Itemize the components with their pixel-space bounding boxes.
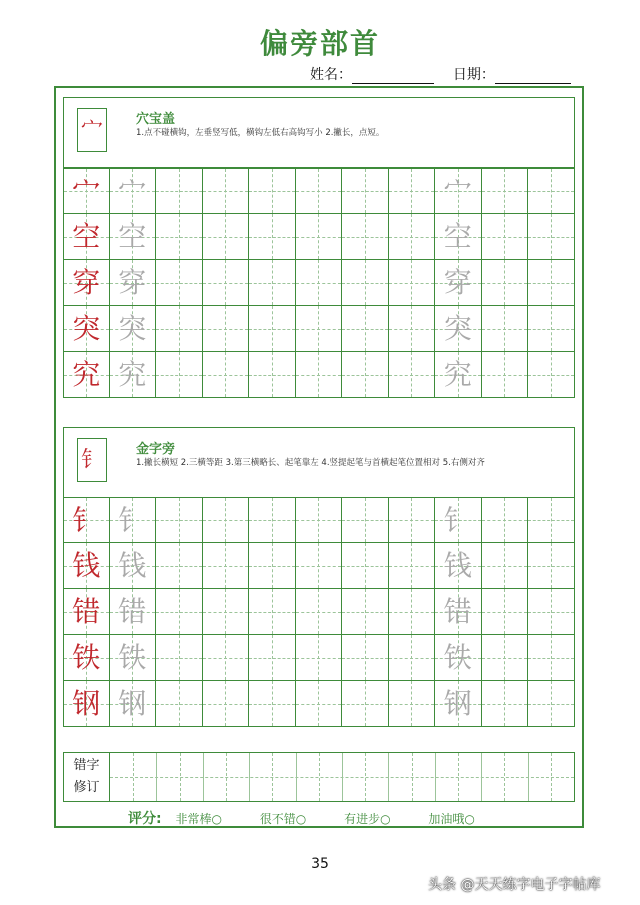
- watermark: 头条 @天天练字电子字帖库: [428, 877, 601, 893]
- grid-cell[interactable]: [203, 352, 250, 398]
- grid-cell[interactable]: [435, 497, 482, 543]
- grid-cell[interactable]: [203, 681, 250, 727]
- grid-cell[interactable]: [63, 543, 110, 589]
- grid-cell[interactable]: [435, 589, 482, 635]
- grid-cell[interactable]: [389, 543, 436, 589]
- grid-cell[interactable]: [156, 168, 203, 214]
- trace-char: 突: [118, 312, 147, 345]
- practice-row: [63, 543, 575, 589]
- grid-cell[interactable]: [435, 306, 482, 352]
- section-note: 1.撇长横短 2.三横等距 3.第三横略长、起笔靠左 4.竖提起笔与首横起笔位置相对 5.右侧对齐: [136, 458, 485, 468]
- grid-cell[interactable]: [528, 543, 575, 589]
- page-title: 偏旁部首: [259, 27, 380, 60]
- grid-cell[interactable]: [156, 497, 203, 543]
- score-row: [128, 808, 509, 828]
- grid-cell[interactable]: [482, 681, 529, 727]
- grid-cell[interactable]: [435, 214, 482, 260]
- model-char: 错: [72, 595, 101, 628]
- grid-cell[interactable]: [249, 214, 296, 260]
- correction-cell-divider: [226, 753, 227, 801]
- grid-cell[interactable]: [296, 352, 343, 398]
- correction-cell-divider: [249, 753, 250, 801]
- grid-cell[interactable]: [482, 543, 529, 589]
- grid-cell[interactable]: [156, 543, 203, 589]
- correction-cell-divider: [180, 753, 181, 801]
- name-label: 姓名：: [310, 67, 352, 83]
- practice-row: [63, 214, 575, 260]
- grid-cell[interactable]: [482, 589, 529, 635]
- grid-cell[interactable]: [482, 635, 529, 681]
- grid-cell[interactable]: [249, 635, 296, 681]
- practice-row: [63, 635, 575, 681]
- date-label: 日期：: [452, 67, 495, 83]
- practice-row: [63, 260, 575, 306]
- practice-row: [63, 168, 575, 214]
- grid-cell[interactable]: [528, 589, 575, 635]
- grid-cell[interactable]: [296, 306, 343, 352]
- grid-cell[interactable]: [110, 681, 157, 727]
- grid-cell[interactable]: [249, 352, 296, 398]
- name-date-row: [310, 64, 571, 84]
- practice-row: [63, 681, 575, 727]
- grid-cell[interactable]: [389, 497, 436, 543]
- grid-cell[interactable]: [435, 681, 482, 727]
- score-option[interactable]: 有进步○: [344, 812, 391, 826]
- grid-cell[interactable]: [528, 168, 575, 214]
- grid-cell[interactable]: [203, 543, 250, 589]
- grid-cell[interactable]: [528, 497, 575, 543]
- grid-cell[interactable]: [296, 543, 343, 589]
- date-field[interactable]: [495, 68, 571, 84]
- score-option[interactable]: 加油哦○: [428, 812, 475, 826]
- grid-cell[interactable]: [203, 497, 250, 543]
- correction-label-line1: 错字: [73, 758, 100, 773]
- correction-cell-divider: [272, 753, 273, 801]
- score-label: 评分:: [128, 811, 162, 827]
- grid-cell[interactable]: [435, 168, 482, 214]
- score-option[interactable]: 很不错○: [259, 812, 307, 826]
- section-header: [63, 97, 575, 168]
- correction-cell-divider: [156, 753, 157, 801]
- grid-cell[interactable]: [110, 352, 157, 398]
- trace-char: 空: [443, 220, 472, 253]
- grid-cell[interactable]: [249, 497, 296, 543]
- grid-cell[interactable]: [342, 589, 389, 635]
- trace-char: 宀: [118, 175, 147, 208]
- grid-cell[interactable]: [342, 543, 389, 589]
- model-char: 铁: [72, 641, 101, 674]
- trace-char: 钅: [118, 504, 147, 537]
- page-number: 35: [311, 856, 329, 872]
- section-note: 1.点不碰横钩，左垂竖写低，横钩左低右高钩写小 2.撇长，点短。: [136, 128, 385, 138]
- correction-cell-divider: [342, 753, 343, 801]
- radical-box: 宀: [77, 108, 107, 152]
- grid-cell[interactable]: [389, 681, 436, 727]
- correction-cell-divider: [133, 753, 134, 801]
- grid-cell[interactable]: [110, 589, 157, 635]
- grid-cell[interactable]: [435, 260, 482, 306]
- grid-cell[interactable]: [249, 168, 296, 214]
- grid-cell[interactable]: [528, 352, 575, 398]
- correction-cell-divider: [296, 753, 297, 801]
- correction-cell-divider: [319, 753, 320, 801]
- grid-cell[interactable]: [528, 260, 575, 306]
- grid-cell[interactable]: [63, 635, 110, 681]
- correction-cell-divider: [551, 753, 552, 801]
- grid-cell[interactable]: [110, 543, 157, 589]
- practice-row: [63, 352, 575, 398]
- trace-char: 铁: [443, 641, 472, 674]
- section-title: 金字旁: [136, 442, 176, 457]
- trace-char: 穿: [443, 266, 472, 299]
- model-char: 宀: [72, 175, 101, 208]
- radical-box: 钅: [77, 438, 107, 482]
- grid-cell[interactable]: [296, 214, 343, 260]
- grid-cell[interactable]: [342, 497, 389, 543]
- trace-char: 钱: [118, 549, 147, 582]
- trace-char: 钅: [443, 504, 472, 537]
- trace-char: 究: [118, 358, 147, 391]
- model-char: 钅: [72, 504, 101, 537]
- grid-cell[interactable]: [156, 214, 203, 260]
- grid-cell[interactable]: [482, 352, 529, 398]
- grid-cell[interactable]: [249, 260, 296, 306]
- correction-row: [63, 752, 575, 802]
- grid-cell[interactable]: [482, 168, 529, 214]
- grid-cell[interactable]: [296, 635, 343, 681]
- section-title: 穴宝盖: [136, 112, 176, 127]
- grid-cell[interactable]: [110, 260, 157, 306]
- grid-cell[interactable]: [482, 497, 529, 543]
- grid-cell[interactable]: [342, 352, 389, 398]
- grid-cell[interactable]: [203, 260, 250, 306]
- grid-cell[interactable]: [389, 306, 436, 352]
- grid-cell[interactable]: [482, 214, 529, 260]
- grid-cell[interactable]: [63, 306, 110, 352]
- grid-cell[interactable]: [249, 306, 296, 352]
- trace-char: 铁: [118, 641, 147, 674]
- model-char: 究: [72, 358, 101, 391]
- trace-char: 错: [443, 595, 472, 628]
- practice-row: [63, 589, 575, 635]
- grid-cell[interactable]: [296, 168, 343, 214]
- grid-cell[interactable]: [63, 589, 110, 635]
- grid-cell[interactable]: [156, 589, 203, 635]
- grid-cell[interactable]: [389, 635, 436, 681]
- grid-cell[interactable]: [482, 260, 529, 306]
- grid-cell[interactable]: [110, 168, 157, 214]
- grid-cell[interactable]: [296, 589, 343, 635]
- model-char: 空: [72, 220, 101, 253]
- model-char: 穿: [72, 266, 101, 299]
- grid-cell[interactable]: [528, 214, 575, 260]
- correction-cell-divider: [388, 753, 389, 801]
- grid-cell[interactable]: [342, 260, 389, 306]
- correction-cell-divider: [412, 753, 413, 801]
- grid-cell[interactable]: [156, 352, 203, 398]
- grid-cell[interactable]: [435, 543, 482, 589]
- trace-char: 钢: [118, 687, 147, 720]
- score-option[interactable]: 非常棒○: [175, 812, 222, 826]
- grid-cell[interactable]: [296, 497, 343, 543]
- trace-char: 突: [443, 312, 472, 345]
- correction-cell-divider: [365, 753, 366, 801]
- grid-cell[interactable]: [389, 168, 436, 214]
- name-field[interactable]: [352, 68, 434, 84]
- correction-cell-divider: [528, 753, 529, 801]
- trace-char: 穿: [118, 266, 147, 299]
- trace-char: 宀: [443, 175, 472, 208]
- grid-cell[interactable]: [528, 635, 575, 681]
- practice-row: [63, 497, 575, 543]
- grid-cell[interactable]: [203, 306, 250, 352]
- grid-cell[interactable]: [249, 589, 296, 635]
- grid-cell[interactable]: [528, 681, 575, 727]
- grid-cell[interactable]: [203, 635, 250, 681]
- trace-char: 空: [118, 220, 147, 253]
- grid-cell[interactable]: [110, 635, 157, 681]
- grid-cell[interactable]: [63, 214, 110, 260]
- grid-cell[interactable]: [389, 352, 436, 398]
- trace-char: 钱: [443, 549, 472, 582]
- correction-label: [64, 753, 110, 801]
- grid-cell[interactable]: [203, 214, 250, 260]
- grid-cell[interactable]: [296, 681, 343, 727]
- correction-cell-divider: [458, 753, 459, 801]
- trace-char: 究: [443, 358, 472, 391]
- grid-cell[interactable]: [156, 681, 203, 727]
- trace-char: 错: [118, 595, 147, 628]
- grid-cell[interactable]: [63, 497, 110, 543]
- grid-cell[interactable]: [389, 260, 436, 306]
- correction-cell-divider: [435, 753, 436, 801]
- grid-cell[interactable]: [110, 497, 157, 543]
- grid-cell[interactable]: [110, 306, 157, 352]
- grid-cell[interactable]: [110, 214, 157, 260]
- correction-cell-divider: [203, 753, 204, 801]
- grid-cell[interactable]: [156, 260, 203, 306]
- grid-cell[interactable]: [156, 635, 203, 681]
- grid-cell[interactable]: [203, 589, 250, 635]
- grid-cell[interactable]: [63, 168, 110, 214]
- grid-cell[interactable]: [342, 168, 389, 214]
- correction-cell-divider: [481, 753, 482, 801]
- grid-cell[interactable]: [249, 681, 296, 727]
- grid-cell[interactable]: [156, 306, 203, 352]
- trace-char: 钢: [443, 687, 472, 720]
- grid-cell[interactable]: [249, 543, 296, 589]
- grid-cell[interactable]: [203, 168, 250, 214]
- grid-cell[interactable]: [63, 260, 110, 306]
- correction-label-line2: 修订: [73, 780, 100, 795]
- section-header: [63, 427, 575, 498]
- grid-cell[interactable]: [342, 214, 389, 260]
- model-char: 钢: [72, 687, 101, 720]
- model-char: 突: [72, 312, 101, 345]
- grid-cell[interactable]: [63, 352, 110, 398]
- grid-cell[interactable]: [528, 306, 575, 352]
- grid-cell[interactable]: [389, 214, 436, 260]
- grid-cell[interactable]: [482, 306, 529, 352]
- grid-cell[interactable]: [435, 352, 482, 398]
- grid-cell[interactable]: [389, 589, 436, 635]
- model-char: 钱: [72, 549, 101, 582]
- correction-cell-divider: [504, 753, 505, 801]
- practice-row: [63, 306, 575, 352]
- grid-cell[interactable]: [342, 635, 389, 681]
- grid-cell[interactable]: [296, 260, 343, 306]
- grid-cell[interactable]: [342, 681, 389, 727]
- grid-cell[interactable]: [342, 306, 389, 352]
- grid-cell[interactable]: [63, 681, 110, 727]
- grid-cell[interactable]: [435, 635, 482, 681]
